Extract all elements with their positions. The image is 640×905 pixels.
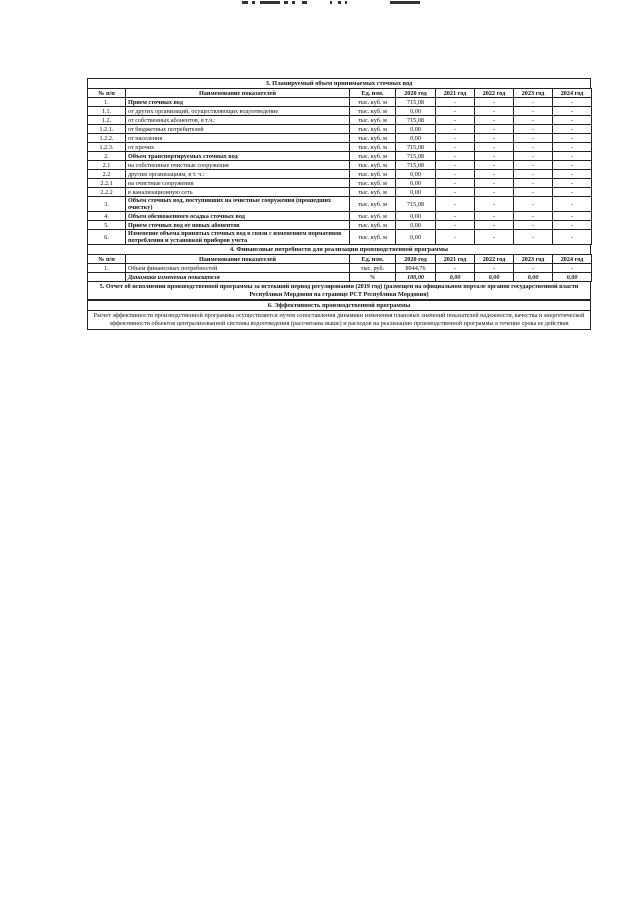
value-2024: - [553, 98, 592, 107]
value-2021: - [436, 143, 475, 152]
table-row [88, 230, 592, 245]
row-unit: тыс. куб. м [350, 125, 396, 134]
col-header: Ед. изм. [350, 89, 396, 98]
row-name: Динамика изменения показателя [126, 273, 350, 282]
row-name: на собственные очистные сооружения [126, 161, 350, 170]
value-2020: 0,00 [396, 212, 436, 221]
value-2023: - [514, 230, 553, 245]
row-unit: тыс. куб. м [350, 143, 396, 152]
section3-header-row [88, 89, 592, 98]
value-2022: - [475, 264, 514, 273]
value-2023: - [514, 264, 553, 273]
col-header: 2021 год [436, 89, 475, 98]
row-number: 5. [88, 221, 126, 230]
row-number: 1.2. [88, 116, 126, 125]
value-2024: - [553, 188, 592, 197]
value-2021: - [436, 188, 475, 197]
table-row [88, 116, 592, 125]
value-2022: - [475, 170, 514, 179]
row-name: Объем обезвоженного осадка сточных вод [126, 212, 350, 221]
value-2024: - [553, 212, 592, 221]
row-unit: тыс. куб. м [350, 107, 396, 116]
section4-table [87, 254, 592, 282]
value-2020: 715,08 [396, 152, 436, 161]
value-2020: 0,00 [396, 134, 436, 143]
row-number: 4. [88, 212, 126, 221]
table-row [88, 152, 592, 161]
table-row [88, 197, 592, 212]
value-2021: - [436, 152, 475, 161]
value-2021: - [436, 116, 475, 125]
row-number: 1. [88, 98, 126, 107]
value-2024: - [553, 197, 592, 212]
value-2022: - [475, 116, 514, 125]
value-2020: 0,00 [396, 125, 436, 134]
value-2022: - [475, 107, 514, 116]
value-2024: - [553, 152, 592, 161]
value-2023: - [514, 161, 553, 170]
row-unit: тыс. куб. м [350, 161, 396, 170]
section3-title: 3. Планируемый объем принимаемых сточных вод [87, 78, 591, 88]
row-name: от собственных абонентов, в т.ч.: [126, 116, 350, 125]
row-unit: тыс. куб. м [350, 221, 396, 230]
row-number [88, 273, 126, 282]
col-header: 2023 год [514, 255, 553, 264]
value-2022: - [475, 212, 514, 221]
row-number: 2.2.1 [88, 179, 126, 188]
col-header: 2020 год [396, 255, 436, 264]
table-row [88, 98, 592, 107]
row-unit: тыс. куб. м [350, 98, 396, 107]
value-2022: - [475, 230, 514, 245]
row-name: на очистные сооружения [126, 179, 350, 188]
value-2023: - [514, 152, 553, 161]
value-2022: 0,00 [475, 273, 514, 282]
value-2022: - [475, 143, 514, 152]
value-2023: - [514, 125, 553, 134]
row-name: Объем сточных вод, поступивших на очистные сооружения (прошедших очистку) [126, 197, 350, 212]
row-unit: тыс. куб. м [350, 170, 396, 179]
value-2023: - [514, 221, 553, 230]
row-unit: тыс. куб. м [350, 188, 396, 197]
col-header: Наименование показателей [126, 255, 350, 264]
value-2020: 715,08 [396, 116, 436, 125]
col-header: Ед. изм. [350, 255, 396, 264]
value-2024: - [553, 134, 592, 143]
section4-title: 4. Финансовые потребности для реализации производственной программы [87, 245, 591, 254]
table-row [88, 125, 592, 134]
value-2024: - [553, 170, 592, 179]
row-name: от других организаций, осуществляющих водоотведение [126, 107, 350, 116]
row-number: 1.1. [88, 107, 126, 116]
row-number: 2.2.2 [88, 188, 126, 197]
row-number: 6. [88, 230, 126, 245]
value-2020: 0,00 [396, 179, 436, 188]
table-row [88, 221, 592, 230]
value-2020: 0,00 [396, 107, 436, 116]
value-2023: - [514, 170, 553, 179]
value-2021: - [436, 221, 475, 230]
value-2022: - [475, 188, 514, 197]
table-row [88, 179, 592, 188]
col-header: 2022 год [475, 255, 514, 264]
col-header: 2024 год [553, 89, 592, 98]
table-row [88, 107, 592, 116]
value-2022: - [475, 125, 514, 134]
col-header: № п/п [88, 89, 126, 98]
value-2023: - [514, 98, 553, 107]
row-unit: тыс. куб. м [350, 230, 396, 245]
value-2020: 715,08 [396, 197, 436, 212]
value-2024: - [553, 143, 592, 152]
value-2021: - [436, 212, 475, 221]
value-2020: 0,00 [396, 221, 436, 230]
value-2024: 0,00 [553, 273, 592, 282]
value-2023: - [514, 134, 553, 143]
document-page [87, 78, 591, 330]
value-2021: - [436, 161, 475, 170]
value-2024: - [553, 221, 592, 230]
value-2020: 715,08 [396, 143, 436, 152]
table-row [88, 264, 592, 273]
row-number: 2.1 [88, 161, 126, 170]
value-2024: - [553, 107, 592, 116]
section5-report: 5. Отчет об исполнении производственной программы за истекший период регулирования (2019 год) (размещен на официальном портале органов государственной власти Республики Мордовия на странице РСТ Республики Мордовия) [87, 282, 591, 300]
row-unit: % [350, 273, 396, 282]
value-2021: - [436, 230, 475, 245]
value-2020: 0,00 [396, 230, 436, 245]
value-2023: - [514, 107, 553, 116]
value-2021: - [436, 170, 475, 179]
value-2023: - [514, 197, 553, 212]
section4-header-row [88, 255, 592, 264]
table-row [88, 134, 592, 143]
row-unit: тыс. куб. м [350, 212, 396, 221]
value-2021: - [436, 264, 475, 273]
col-header: 2023 год [514, 89, 553, 98]
table-row [88, 273, 592, 282]
value-2020: 715,08 [396, 98, 436, 107]
row-number: 1.2.1. [88, 125, 126, 134]
value-2021: 0,00 [436, 273, 475, 282]
value-2024: - [553, 161, 592, 170]
value-2023: - [514, 116, 553, 125]
value-2020: 0,00 [396, 170, 436, 179]
col-header: 2024 год [553, 255, 592, 264]
row-number: 2.2 [88, 170, 126, 179]
row-name: в канализационную сеть [126, 188, 350, 197]
value-2020: 8944,76 [396, 264, 436, 273]
col-header: 2022 год [475, 89, 514, 98]
value-2024: - [553, 116, 592, 125]
row-number: 2. [88, 152, 126, 161]
section3-table [87, 88, 592, 245]
value-2020: 100,00 [396, 273, 436, 282]
row-name: от бюджетных потребителей [126, 125, 350, 134]
table-row [88, 188, 592, 197]
section6-text: Расчет эффективности производственной программы осуществляется путем сопоставления динамики изменения плановых значений показателей надежности, качества и энергетической эффективности объектов централизованной системы водоотведения (рассчитаны выше) и расходов на реализацию производственной программы в течение срока ее действия [87, 311, 591, 330]
value-2021: - [436, 134, 475, 143]
value-2021: - [436, 98, 475, 107]
value-2021: - [436, 197, 475, 212]
table-row [88, 143, 592, 152]
table-row [88, 212, 592, 221]
col-header: 2020 год [396, 89, 436, 98]
row-unit: тыс. руб. [350, 264, 396, 273]
row-unit: тыс. куб. м [350, 179, 396, 188]
value-2022: - [475, 179, 514, 188]
value-2024: - [553, 179, 592, 188]
value-2022: - [475, 197, 514, 212]
table-row [88, 170, 592, 179]
row-name: Объем финансовых потребностей [126, 264, 350, 273]
row-name: от населения [126, 134, 350, 143]
row-name: Прием сточных вод от новых абонентов [126, 221, 350, 230]
value-2024: - [553, 264, 592, 273]
row-number: 1. [88, 264, 126, 273]
row-number: 1.2.3. [88, 143, 126, 152]
col-header: № п/п [88, 255, 126, 264]
value-2020: 715,08 [396, 161, 436, 170]
value-2022: - [475, 152, 514, 161]
value-2024: - [553, 230, 592, 245]
row-number: 1.2.2. [88, 134, 126, 143]
value-2021: - [436, 125, 475, 134]
value-2022: - [475, 134, 514, 143]
value-2023: - [514, 188, 553, 197]
value-2022: - [475, 161, 514, 170]
value-2022: - [475, 221, 514, 230]
value-2023: - [514, 143, 553, 152]
scan-artifact-marks [230, 0, 430, 6]
value-2020: 0,00 [396, 188, 436, 197]
row-unit: тыс. куб. м [350, 134, 396, 143]
row-unit: тыс. куб. м [350, 116, 396, 125]
row-unit: тыс. куб. м [350, 152, 396, 161]
table-row [88, 161, 592, 170]
value-2023: 0,00 [514, 273, 553, 282]
section6-title: 6. Эффективность производственной программы [87, 300, 591, 311]
value-2024: - [553, 125, 592, 134]
value-2021: - [436, 179, 475, 188]
value-2023: - [514, 179, 553, 188]
row-name: Прием сточных вод [126, 98, 350, 107]
row-name: другим организациям, в т. ч.: [126, 170, 350, 179]
col-header: Наименование показателей [126, 89, 350, 98]
value-2023: - [514, 212, 553, 221]
col-header: 2021 год [436, 255, 475, 264]
value-2021: - [436, 107, 475, 116]
row-number: 3. [88, 197, 126, 212]
row-name: Изменение объема принятых сточных вод в связи с изменением нормативов потребления и установкой приборов учета [126, 230, 350, 245]
row-name: Объем транспортируемых сточных вод [126, 152, 350, 161]
value-2022: - [475, 98, 514, 107]
row-unit: тыс. куб. м [350, 197, 396, 212]
row-name: от прочих [126, 143, 350, 152]
